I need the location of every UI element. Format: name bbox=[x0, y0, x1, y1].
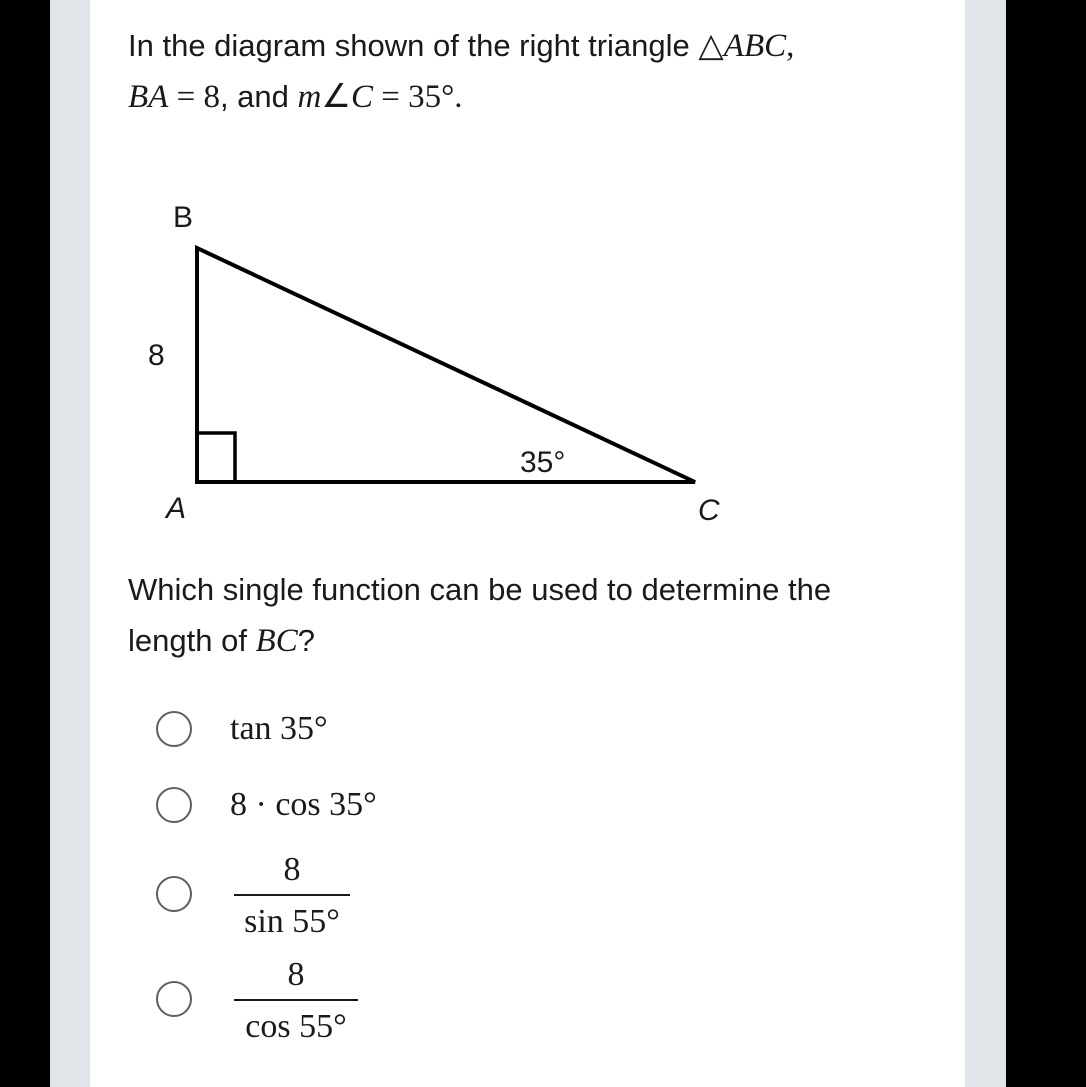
comma: , bbox=[786, 28, 795, 64]
side-label-ba: 8 bbox=[148, 339, 165, 372]
prompt-line-2 bbox=[128, 621, 315, 661]
period: . bbox=[454, 79, 463, 115]
fraction-numerator: 8 bbox=[283, 851, 301, 888]
fraction-denominator: cos 55° bbox=[245, 1008, 347, 1045]
question-mark: ? bbox=[297, 623, 315, 658]
prompt-text: length of bbox=[128, 623, 256, 658]
fraction-bar bbox=[234, 894, 350, 896]
triangle-shape bbox=[197, 248, 695, 482]
and-text: , and bbox=[219, 79, 298, 114]
prompt-line-1: Which single function can be used to determine the bbox=[128, 572, 832, 607]
question-text: In the diagram shown of the right triangle bbox=[128, 28, 699, 63]
segment-ba: BA bbox=[128, 79, 169, 115]
measure-m: m bbox=[297, 79, 322, 115]
radio-button[interactable] bbox=[156, 711, 192, 747]
question-line-1 bbox=[128, 26, 794, 66]
option-label: 8 · cos 35° bbox=[230, 786, 377, 823]
question-line-2 bbox=[128, 77, 463, 117]
vertex-label-a: A bbox=[166, 492, 187, 525]
radio-button[interactable] bbox=[156, 981, 192, 1017]
radio-button[interactable] bbox=[156, 876, 192, 912]
option-fraction bbox=[234, 955, 358, 1047]
option-fraction bbox=[234, 850, 350, 942]
radio-button[interactable] bbox=[156, 787, 192, 823]
triangle-symbol: △ bbox=[698, 28, 724, 64]
right-angle-marker bbox=[197, 433, 235, 482]
fraction-bar bbox=[234, 999, 358, 1001]
question-card bbox=[90, 0, 965, 1087]
vertex-label-c: C bbox=[698, 494, 720, 527]
triangle-name: ABC bbox=[723, 28, 787, 64]
angle-value: = 35° bbox=[372, 79, 455, 115]
triangle-diagram bbox=[130, 180, 770, 540]
angle-label-c: 35° bbox=[520, 446, 566, 479]
fraction-numerator: 8 bbox=[287, 956, 305, 993]
segment-bc: BC bbox=[255, 623, 298, 659]
option-label: tan 35° bbox=[230, 710, 328, 747]
angle-symbol: ∠ bbox=[321, 79, 351, 115]
vertex-label-b: B bbox=[173, 201, 194, 234]
angle-vertex-c: C bbox=[350, 79, 373, 115]
ba-value: = 8 bbox=[168, 79, 220, 115]
fraction-denominator: sin 55° bbox=[244, 903, 340, 940]
